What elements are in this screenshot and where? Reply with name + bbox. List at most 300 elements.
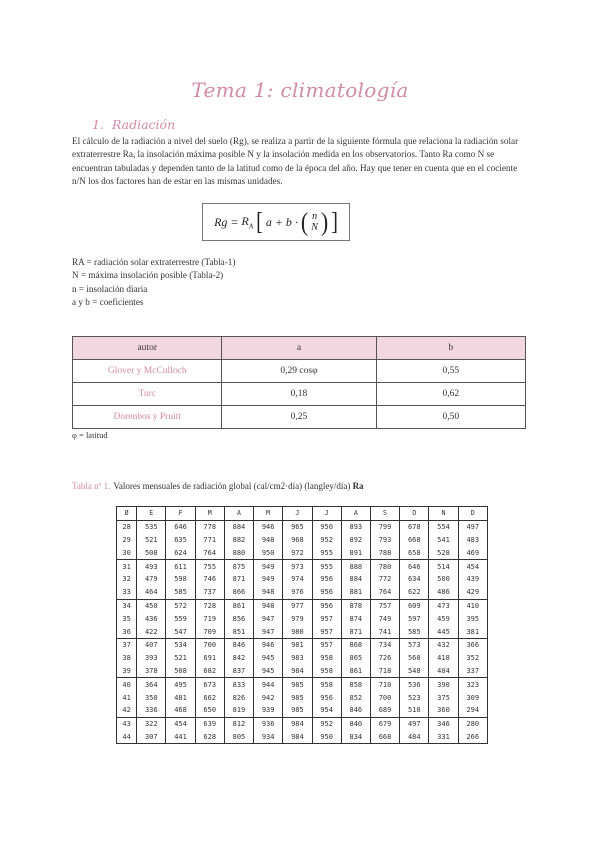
- value-cell: 948: [254, 586, 283, 599]
- value-cell: 418: [429, 652, 458, 665]
- value-cell: 597: [400, 612, 429, 625]
- value-cell: 948: [254, 534, 283, 547]
- value-cell: 280: [458, 717, 487, 730]
- table-row: [117, 586, 488, 599]
- value-cell: 956: [312, 586, 341, 599]
- table-row: [117, 691, 488, 704]
- value-cell: 805: [224, 731, 253, 744]
- value-cell: 764: [195, 546, 224, 559]
- value-cell: 976: [283, 586, 312, 599]
- value-cell: 554: [429, 520, 458, 533]
- value-cell: 955: [312, 560, 341, 573]
- value-cell: 375: [429, 691, 458, 704]
- value-cell: 826: [224, 691, 253, 704]
- value-cell: 948: [254, 599, 283, 612]
- table-header-row: [117, 507, 488, 521]
- value-cell: 947: [254, 625, 283, 638]
- value-cell: 673: [195, 678, 224, 691]
- value-cell: 778: [195, 520, 224, 533]
- value-cell: 662: [195, 691, 224, 704]
- value-cell: 454: [458, 560, 487, 573]
- table-row: [117, 717, 488, 730]
- value-cell: 957: [312, 638, 341, 651]
- formula-paren-close: ): [320, 206, 329, 237]
- definition-item: N = máxima insolación posible (Tabla-2): [72, 270, 224, 281]
- latitude-cell: 38: [117, 652, 137, 665]
- value-cell: 837: [224, 665, 253, 678]
- latitude-cell: 39: [117, 665, 137, 678]
- value-cell: 874: [341, 612, 370, 625]
- value-cell: 755: [195, 560, 224, 573]
- value-cell: 439: [458, 573, 487, 586]
- value-cell: 266: [458, 731, 487, 744]
- value-cell: 611: [166, 560, 195, 573]
- value-cell: 945: [254, 665, 283, 678]
- value-cell: 628: [195, 731, 224, 744]
- value-cell: 884: [224, 520, 253, 533]
- value-cell: 882: [224, 534, 253, 547]
- value-cell: 634: [400, 573, 429, 586]
- value-cell: 954: [312, 704, 341, 717]
- value-cell: 710: [370, 678, 399, 691]
- table-row: [117, 534, 488, 547]
- table-header-row: [73, 337, 526, 360]
- value-cell: 364: [137, 678, 166, 691]
- value-cell: 793: [370, 534, 399, 547]
- value-cell: 834: [341, 731, 370, 744]
- value-cell: 950: [312, 520, 341, 533]
- value-cell: 942: [254, 691, 283, 704]
- formula-bracket-open: [: [256, 207, 263, 236]
- value-cell: 510: [400, 704, 429, 717]
- formula-bracket-close: ]: [331, 207, 338, 236]
- value-cell: 473: [429, 599, 458, 612]
- value-cell: 390: [429, 678, 458, 691]
- author-cell: Turc: [73, 383, 222, 406]
- value-cell: 858: [341, 678, 370, 691]
- value-cell: 799: [370, 520, 399, 533]
- value-cell: 646: [400, 560, 429, 573]
- table-row: [73, 383, 526, 406]
- value-cell: 956: [312, 599, 341, 612]
- column-header: N: [429, 507, 458, 521]
- value-cell: 622: [400, 586, 429, 599]
- value-cell: 404: [429, 665, 458, 678]
- latitude-cell: 34: [117, 599, 137, 612]
- latitude-cell: 29: [117, 534, 137, 547]
- value-cell: 535: [137, 520, 166, 533]
- value-cell: 307: [137, 731, 166, 744]
- formula-paren-open: (: [300, 206, 309, 237]
- latitude-cell: 32: [117, 573, 137, 586]
- value-cell: 957: [312, 612, 341, 625]
- value-cell: 952: [312, 534, 341, 547]
- value-cell: 668: [370, 731, 399, 744]
- value-cell: 459: [429, 612, 458, 625]
- table-row: [117, 546, 488, 559]
- column-header: D: [458, 507, 487, 521]
- latitude-cell: 28: [117, 520, 137, 533]
- value-cell: 772: [370, 573, 399, 586]
- value-cell: 726: [370, 652, 399, 665]
- value-cell: 846: [224, 638, 253, 651]
- value-cell: 336: [137, 704, 166, 717]
- value-cell: 547: [166, 625, 195, 638]
- value-cell: 689: [370, 704, 399, 717]
- value-cell: 972: [283, 546, 312, 559]
- value-cell: 771: [195, 534, 224, 547]
- value-cell: 639: [195, 717, 224, 730]
- value-cell: 521: [166, 652, 195, 665]
- value-cell: 973: [283, 560, 312, 573]
- radiation-formula: [202, 203, 350, 241]
- value-cell: 728: [195, 599, 224, 612]
- formula-equals: =: [230, 214, 239, 229]
- value-cell: 468: [166, 704, 195, 717]
- value-cell: 322: [137, 717, 166, 730]
- value-cell: 700: [370, 691, 399, 704]
- value-cell: 508: [137, 546, 166, 559]
- value-cell: 958: [312, 678, 341, 691]
- value-cell: 495: [166, 678, 195, 691]
- value-cell: 395: [458, 612, 487, 625]
- value-cell: 534: [166, 638, 195, 651]
- column-header: J: [312, 507, 341, 521]
- section-heading: [92, 117, 175, 132]
- value-cell: 952: [312, 717, 341, 730]
- column-header: M: [195, 507, 224, 521]
- value-cell: 573: [400, 638, 429, 651]
- formula-fraction: [311, 211, 318, 233]
- value-cell: 309: [458, 691, 487, 704]
- radiation-table: [116, 506, 488, 744]
- caption-label: Tabla nº 1.: [72, 481, 111, 491]
- value-cell: 892: [341, 534, 370, 547]
- value-cell: 422: [137, 625, 166, 638]
- value-cell: 980: [283, 625, 312, 638]
- a-cell: 0,29 cosφ: [222, 360, 376, 383]
- value-cell: 757: [370, 599, 399, 612]
- value-cell: 984: [283, 717, 312, 730]
- value-cell: 378: [137, 665, 166, 678]
- latitude-cell: 31: [117, 560, 137, 573]
- value-cell: 441: [166, 731, 195, 744]
- value-cell: 884: [341, 573, 370, 586]
- value-cell: 709: [195, 625, 224, 638]
- value-cell: 337: [458, 665, 487, 678]
- section-number: 1.: [92, 117, 104, 132]
- value-cell: 514: [429, 560, 458, 573]
- value-cell: 484: [400, 731, 429, 744]
- value-cell: 746: [195, 573, 224, 586]
- column-header: M: [254, 507, 283, 521]
- value-cell: 985: [283, 704, 312, 717]
- latitude-cell: 35: [117, 612, 137, 625]
- value-cell: 407: [137, 638, 166, 651]
- value-cell: 856: [224, 612, 253, 625]
- latitude-cell: 43: [117, 717, 137, 730]
- value-cell: 968: [283, 534, 312, 547]
- formula-lhs: Rg: [214, 214, 228, 229]
- value-cell: 985: [283, 678, 312, 691]
- value-cell: 668: [400, 534, 429, 547]
- value-cell: 346: [429, 717, 458, 730]
- value-cell: 949: [254, 560, 283, 573]
- value-cell: 635: [166, 534, 195, 547]
- value-cell: 500: [429, 573, 458, 586]
- value-cell: 868: [341, 638, 370, 651]
- latitude-cell: 44: [117, 731, 137, 744]
- value-cell: 679: [370, 717, 399, 730]
- value-cell: 429: [458, 586, 487, 599]
- value-cell: 949: [254, 573, 283, 586]
- definition-item: RA = radiación solar extraterrestre (Tabla-1): [72, 257, 236, 267]
- table-row: [117, 625, 488, 638]
- definition-item: n = insolación diaria: [72, 283, 148, 294]
- value-cell: 483: [458, 534, 487, 547]
- formula-plus: +: [274, 214, 283, 229]
- value-cell: 294: [458, 704, 487, 717]
- value-cell: 479: [137, 573, 166, 586]
- value-cell: 521: [137, 534, 166, 547]
- caption-text: Valores mensuales de radiación global (cal/cm2·día) (langley/día): [113, 481, 351, 491]
- latitude-cell: 41: [117, 691, 137, 704]
- table-row: [117, 678, 488, 691]
- value-cell: 749: [370, 612, 399, 625]
- value-cell: 323: [458, 678, 487, 691]
- value-cell: 734: [370, 638, 399, 651]
- table-row: [117, 731, 488, 744]
- column-header: A: [224, 507, 253, 521]
- value-cell: 486: [429, 586, 458, 599]
- formula-dot: ·: [294, 214, 298, 229]
- value-cell: 891: [341, 546, 370, 559]
- value-cell: 536: [400, 678, 429, 691]
- value-cell: 934: [254, 731, 283, 744]
- value-cell: 678: [400, 520, 429, 533]
- b-cell: 0,50: [376, 406, 526, 429]
- definitions-list: [72, 256, 235, 309]
- value-cell: 861: [224, 599, 253, 612]
- latitude-cell: 33: [117, 586, 137, 599]
- latitude-cell: 30: [117, 546, 137, 559]
- value-cell: 893: [341, 520, 370, 533]
- value-cell: 764: [370, 586, 399, 599]
- value-cell: 541: [429, 534, 458, 547]
- value-cell: 598: [166, 573, 195, 586]
- value-cell: 861: [341, 665, 370, 678]
- value-cell: 624: [166, 546, 195, 559]
- value-cell: 366: [458, 638, 487, 651]
- value-cell: 875: [224, 560, 253, 573]
- value-cell: 871: [341, 625, 370, 638]
- value-cell: 871: [224, 573, 253, 586]
- value-cell: 936: [254, 717, 283, 730]
- value-cell: 497: [400, 717, 429, 730]
- latitude-cell: 42: [117, 704, 137, 717]
- value-cell: 946: [254, 638, 283, 651]
- table-caption: [72, 481, 364, 491]
- value-cell: 741: [370, 625, 399, 638]
- value-cell: 682: [195, 665, 224, 678]
- value-cell: 436: [137, 612, 166, 625]
- b-cell: 0,55: [376, 360, 526, 383]
- value-cell: 950: [254, 546, 283, 559]
- column-header: S: [370, 507, 399, 521]
- value-cell: 718: [370, 665, 399, 678]
- value-cell: 360: [429, 704, 458, 717]
- definition-item: a y b = coeficientes: [72, 296, 144, 307]
- table-row: [117, 573, 488, 586]
- table-row: [117, 599, 488, 612]
- value-cell: 493: [137, 560, 166, 573]
- value-cell: 979: [283, 612, 312, 625]
- value-cell: 788: [370, 546, 399, 559]
- value-cell: 983: [283, 652, 312, 665]
- table-row: [117, 704, 488, 717]
- author-cell: Dorenbos y Pruitt: [73, 406, 222, 429]
- value-cell: 585: [166, 586, 195, 599]
- value-cell: 523: [400, 691, 429, 704]
- value-cell: 658: [400, 546, 429, 559]
- value-cell: 691: [195, 652, 224, 665]
- value-cell: 958: [312, 652, 341, 665]
- a-cell: 0,18: [222, 383, 376, 406]
- table-row: [117, 638, 488, 651]
- value-cell: 888: [341, 560, 370, 573]
- column-header: b: [376, 337, 526, 360]
- a-cell: 0,25: [222, 406, 376, 429]
- latitude-note: φ = latitud: [72, 430, 108, 440]
- column-header: Ø: [117, 507, 137, 521]
- value-cell: 878: [341, 599, 370, 612]
- caption-bold: Ra: [352, 481, 364, 491]
- latitude-cell: 36: [117, 625, 137, 638]
- value-cell: 464: [137, 586, 166, 599]
- value-cell: 819: [224, 704, 253, 717]
- page-title: Tema 1: climatología: [191, 78, 409, 102]
- latitude-cell: 40: [117, 678, 137, 691]
- author-cell: Glover y McCulloch: [73, 360, 222, 383]
- value-cell: 955: [312, 546, 341, 559]
- value-cell: 950: [312, 731, 341, 744]
- value-cell: 572: [166, 599, 195, 612]
- formula-ra: $R_A$: [241, 213, 254, 231]
- column-header: F: [166, 507, 195, 521]
- value-cell: 846: [341, 704, 370, 717]
- value-cell: 957: [312, 625, 341, 638]
- value-cell: 833: [224, 678, 253, 691]
- value-cell: 965: [283, 520, 312, 533]
- formula-denominator: N: [311, 222, 318, 233]
- value-cell: 737: [195, 586, 224, 599]
- value-cell: 981: [283, 638, 312, 651]
- value-cell: 481: [166, 691, 195, 704]
- value-cell: 958: [312, 665, 341, 678]
- intro-paragraph: El cálculo de la radiación a nivel del suelo (Rg), se realiza a partir de la siguiente fórmula que relaciona la radiación solar extraterrestre Ra, la insolación máxima posible N y la insolación medida en los observatorios. Tanto Ra como N se encuentran tabuladas y dependen tanto de la latitud como de la época del año. Hay que tener en cuenta que en el cociente n/N los dos factores han de estar en las mismas unidades.: [72, 136, 519, 187]
- column-header: J: [283, 507, 312, 521]
- value-cell: 559: [166, 612, 195, 625]
- value-cell: 352: [458, 652, 487, 665]
- table-row: [117, 520, 488, 533]
- value-cell: 881: [341, 586, 370, 599]
- table-row: [73, 406, 526, 429]
- value-cell: 840: [341, 717, 370, 730]
- formula-numerator: n: [312, 211, 318, 222]
- value-cell: 548: [400, 665, 429, 678]
- value-cell: 956: [312, 573, 341, 586]
- formula-a: a: [265, 214, 272, 229]
- value-cell: 865: [341, 652, 370, 665]
- value-cell: 977: [283, 599, 312, 612]
- value-cell: 381: [458, 625, 487, 638]
- value-cell: 393: [137, 652, 166, 665]
- coefficients-table: [72, 336, 526, 429]
- value-cell: 585: [400, 625, 429, 638]
- column-header: A: [341, 507, 370, 521]
- value-cell: 432: [429, 638, 458, 651]
- value-cell: 497: [458, 520, 487, 533]
- table-row: [73, 360, 526, 383]
- column-header: autor: [73, 337, 222, 360]
- value-cell: 445: [429, 625, 458, 638]
- table-row: [117, 665, 488, 678]
- value-cell: 560: [400, 652, 429, 665]
- value-cell: 719: [195, 612, 224, 625]
- column-header: a: [222, 337, 376, 360]
- formula-b: b: [285, 214, 292, 229]
- value-cell: 947: [254, 612, 283, 625]
- value-cell: 984: [283, 731, 312, 744]
- value-cell: 985: [283, 691, 312, 704]
- value-cell: 350: [137, 691, 166, 704]
- value-cell: 609: [400, 599, 429, 612]
- value-cell: 700: [195, 638, 224, 651]
- table-row: [117, 652, 488, 665]
- column-header: O: [400, 507, 429, 521]
- value-cell: 469: [458, 546, 487, 559]
- value-cell: 852: [341, 691, 370, 704]
- value-cell: 780: [370, 560, 399, 573]
- value-cell: 974: [283, 573, 312, 586]
- value-cell: 945: [254, 652, 283, 665]
- table-row: [117, 612, 488, 625]
- value-cell: 650: [195, 704, 224, 717]
- value-cell: 944: [254, 678, 283, 691]
- value-cell: 331: [429, 731, 458, 744]
- value-cell: 450: [137, 599, 166, 612]
- section-label: Radiación: [111, 117, 176, 132]
- column-header: E: [137, 507, 166, 521]
- value-cell: 939: [254, 704, 283, 717]
- value-cell: 812: [224, 717, 253, 730]
- value-cell: 454: [166, 717, 195, 730]
- value-cell: 866: [224, 586, 253, 599]
- b-cell: 0,62: [376, 383, 526, 406]
- value-cell: 646: [166, 520, 195, 533]
- value-cell: 880: [224, 546, 253, 559]
- latitude-cell: 37: [117, 638, 137, 651]
- value-cell: 984: [283, 665, 312, 678]
- value-cell: 842: [224, 652, 253, 665]
- table-row: [117, 560, 488, 573]
- value-cell: 956: [312, 691, 341, 704]
- value-cell: 851: [224, 625, 253, 638]
- value-cell: 508: [166, 665, 195, 678]
- value-cell: 410: [458, 599, 487, 612]
- value-cell: 528: [429, 546, 458, 559]
- value-cell: 946: [254, 520, 283, 533]
